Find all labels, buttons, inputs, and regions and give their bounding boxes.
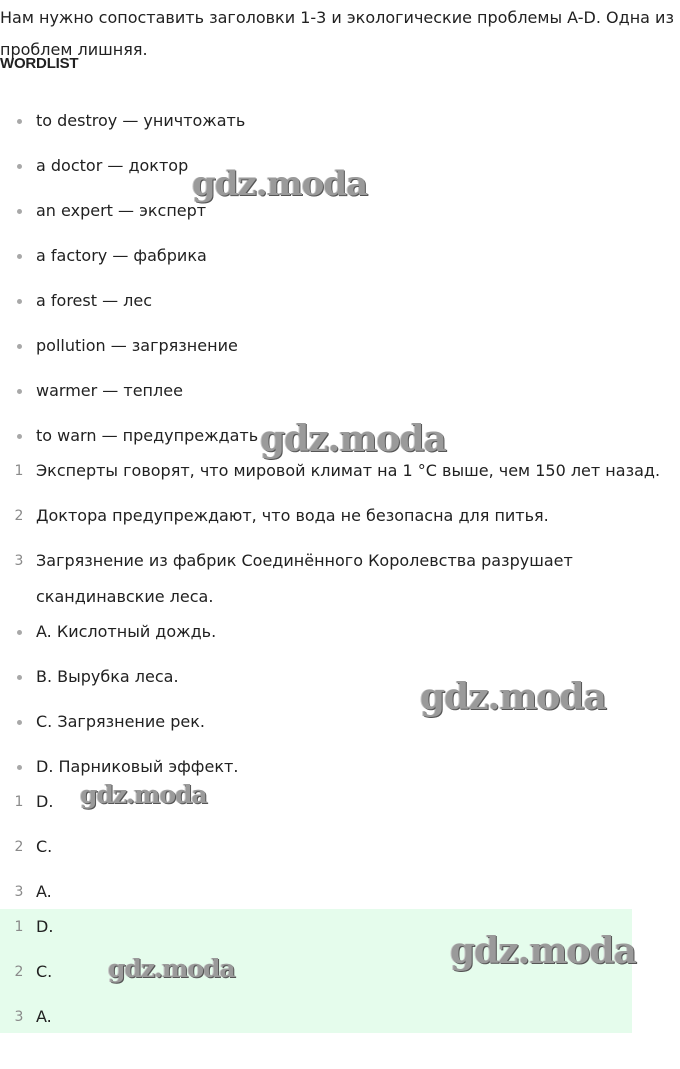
bullet-icon bbox=[17, 119, 22, 124]
watermark: gdz.moda bbox=[80, 780, 207, 809]
bullet-icon bbox=[17, 344, 22, 349]
watermark: gdz.moda bbox=[450, 930, 636, 972]
watermark: gdz.moda bbox=[420, 676, 606, 718]
intro-text: Нам нужно сопоставить заголовки 1-3 и экологические проблемы A-D. Одна из проблем лишняя. bbox=[0, 8, 674, 59]
watermark: gdz.moda bbox=[260, 418, 446, 460]
bullet-icon bbox=[17, 209, 22, 214]
bullet-icon bbox=[17, 765, 22, 770]
bullet-icon bbox=[17, 164, 22, 169]
bullet-icon bbox=[17, 389, 22, 394]
bullet-icon bbox=[17, 434, 22, 439]
bullet-icon bbox=[17, 299, 22, 304]
watermark: gdz.moda bbox=[192, 164, 368, 204]
watermark: gdz.moda bbox=[108, 954, 235, 983]
bullet-icon bbox=[17, 630, 22, 635]
bullet-icon bbox=[17, 720, 22, 725]
bullet-icon bbox=[17, 254, 22, 259]
bullet-icon bbox=[17, 675, 22, 680]
wordlist-heading: WORDLIST bbox=[0, 55, 79, 72]
